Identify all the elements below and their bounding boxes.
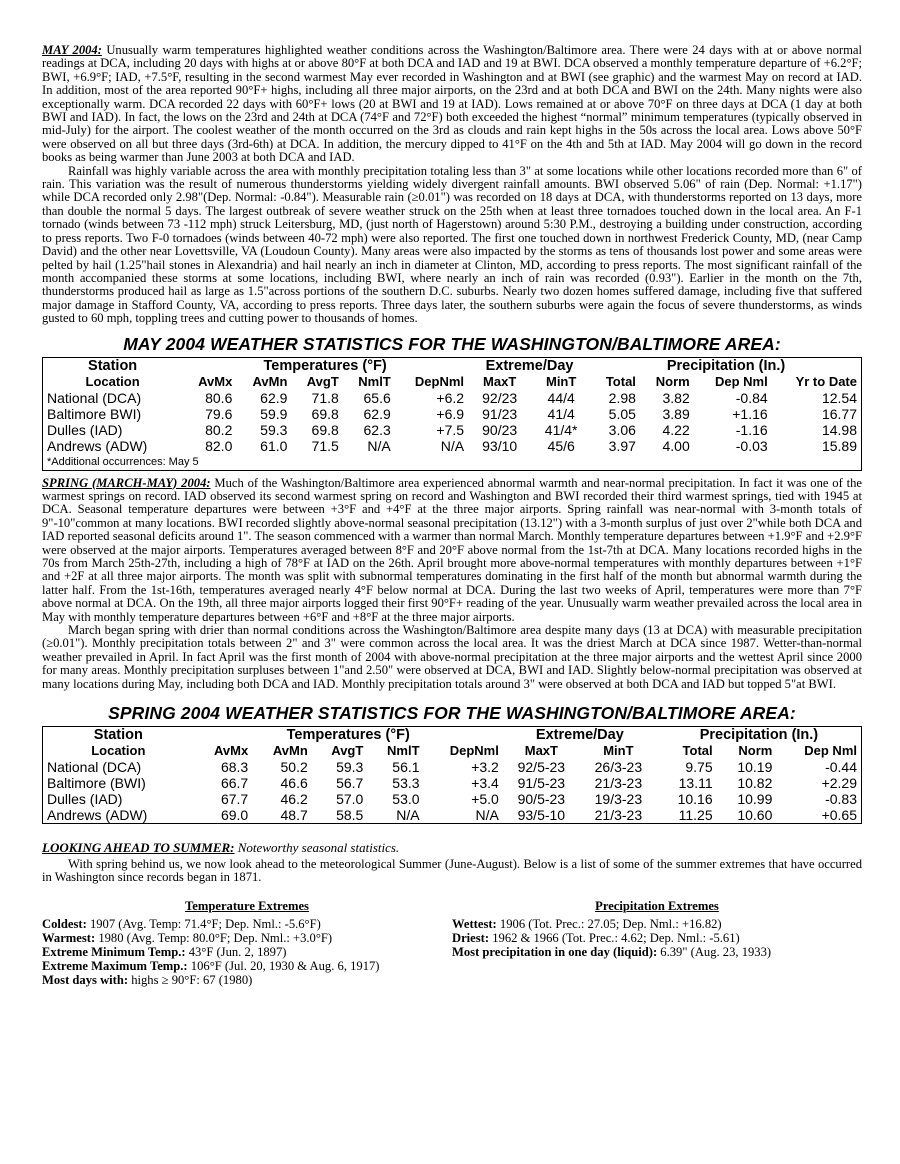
extreme-item <box>452 931 862 945</box>
spring-paragraph-2: March began spring with drier than normal conditions across the Washington/Baltimore area despite many days (13 at DCA) with measurable precipitation (≥0.01"). Monthly precipitation totals between 2" and 3" were common across the local area. It was the driest March at DCA since 1987. Wetter-than-normal weather prevailed in April. In fact April was the first month of 2004 with above-normal precipitation at the three major airports and the wettest April since 2000 for many areas. Monthly precipitation surpluses between 1"and 2.50" were observed at DCA, BWI and IAD. Slightly below-normal precipitation was observed at many locations during May, including both DCA and IAD. Monthly precipitation totals around 3" were observed at both DCA and IAD but topped 5"at BWI. <box>42 623 862 691</box>
value-cell: 2.98 <box>608 389 636 406</box>
value-cell: N/A <box>475 807 499 824</box>
value-cell: N/A <box>440 437 465 454</box>
column-header: DepNml <box>414 373 465 389</box>
value-cell: 10.99 <box>737 791 773 808</box>
precipitation-extremes <box>452 899 862 987</box>
value-cell: 65.6 <box>363 389 391 406</box>
station-cell: Baltimore BWI) <box>47 405 142 422</box>
value-cell: 58.5 <box>336 807 364 824</box>
column-header: AvMx <box>198 373 233 389</box>
value-cell: 16.77 <box>821 405 857 422</box>
value-cell: 10.60 <box>737 807 773 824</box>
value-cell: N/A <box>396 807 420 824</box>
table-row <box>43 438 862 454</box>
value-cell: 69.8 <box>311 421 339 438</box>
temperature-extremes <box>42 899 452 987</box>
value-cell: 5.05 <box>608 405 636 422</box>
value-cell: 3.06 <box>608 421 636 438</box>
value-cell: 13.11 <box>678 775 713 792</box>
group-temperatures: Temperatures (°F) <box>286 727 410 744</box>
may-heading: MAY 2004: <box>42 43 102 57</box>
extreme-label: Most days with: <box>42 972 129 987</box>
value-cell: 92/23 <box>482 389 518 406</box>
value-cell: 69.8 <box>311 405 339 422</box>
value-cell: 62.9 <box>363 405 391 422</box>
value-cell: +6.9 <box>436 405 465 422</box>
column-header: MaxT <box>483 373 517 389</box>
temperature-extremes-title: Temperature Extremes <box>185 898 309 913</box>
value-cell: 82.0 <box>205 437 233 454</box>
value-cell: 56.7 <box>336 775 364 792</box>
extreme-item <box>452 945 862 959</box>
group-extreme: Extreme/Day <box>485 357 574 374</box>
column-header: Yr to Date <box>795 373 857 389</box>
group-temperatures: Temperatures (°F) <box>263 357 387 374</box>
precipitation-extremes-list <box>452 917 862 959</box>
may-table-title: MAY 2004 WEATHER STATISTICS FOR THE WASHINGTON/BALTIMORE AREA: <box>123 333 781 354</box>
value-cell: 44/4 <box>547 389 575 406</box>
value-cell: 26/3-23 <box>594 759 643 776</box>
column-header: NmlT <box>387 743 420 759</box>
table-row <box>43 759 862 775</box>
value-cell: +2.29 <box>821 775 857 792</box>
column-header: Location <box>85 373 140 389</box>
extreme-value: highs ≥ 90°F: 67 (1980) <box>131 972 253 987</box>
value-cell: 79.6 <box>205 405 233 422</box>
value-cell: +3.4 <box>471 775 499 792</box>
table-row <box>43 807 862 824</box>
value-cell: +0.65 <box>821 807 857 824</box>
value-cell: 10.16 <box>677 791 713 808</box>
summer-intro: With spring behind us, we now look ahead to the meteorological Summer (June-August). Below is a list of some of the summer extremes that have occurred in Washington since records began in 1871. <box>42 857 862 885</box>
extreme-value: 1980 (Avg. Temp: 80.0°F; Dep. Nml.: +3.0°F) <box>98 930 333 945</box>
column-header: DepNml <box>449 743 499 759</box>
column-header: NmlT <box>358 373 391 389</box>
station-cell: National (DCA) <box>47 389 142 406</box>
table-row <box>43 791 862 807</box>
value-cell: +6.2 <box>436 389 465 406</box>
value-cell: 4.22 <box>662 421 690 438</box>
may-text-1: Unusually warm temperatures highlighted weather conditions across the Washington/Baltimore area. There were 24 days with at or above normal readings at DCA, including 20 days with highs at or above 80°F at both DCA and IAD and 19 at BWI. DCA observed a monthly temperature departure of +6.2°F; BWI, +6.9°F; IAD, +7.5°F, resulting in the second warmest May ever recorded in Washington and at BWI (see graphic) and the warmest May on record at IAD. In addition, most of the area reported 90°F+ highs, including all three major airports, on the 23rd and at both DCA and BWI on the 24th. Many nights were also exceptionally warm. DCA recorded 22 days with 60°F+ lows (20 at BWI and 19 at IAD). Lows remained at or above 70°F on three days at DCA (1 day at both BWI and IAD). In fact, the lows on the 23rd and 24th at DCA (74°F and 72°F) both exceeded the highest “normal” minimum temperatures (typically observed in mid-July) for the airport. The coolest weather of the month occurred on the 3rd as clouds and rain kept highs in the 50s across the local area. Lows above 50°F were observed on all but three days (3rd-6th) at DCA. In addition, the mercury dipped to 41°F on the 4th and 5th at IAD. May 2004 will go down in the record books as being warmer than June 2003 at both DCA and IAD. <box>42 43 862 165</box>
column-header: Norm <box>655 373 690 389</box>
extreme-label: Extreme Minimum Temp.: <box>42 944 186 959</box>
column-header: MinT <box>545 373 577 389</box>
value-cell: +3.2 <box>471 759 499 776</box>
value-cell: 10.19 <box>737 759 773 776</box>
value-cell: -1.16 <box>735 421 768 438</box>
group-precipitation: Precipitation (In.) <box>666 357 786 374</box>
value-cell: 80.2 <box>205 421 233 438</box>
value-cell: 61.0 <box>260 437 288 454</box>
value-cell: 90/5-23 <box>517 791 566 808</box>
value-cell: +5.0 <box>471 791 499 808</box>
may-paragraph-1 <box>42 44 862 165</box>
column-header: Location <box>91 743 146 759</box>
column-header: Dep Nml <box>714 373 768 389</box>
table-row <box>43 390 862 406</box>
column-header: AvMx <box>214 743 249 759</box>
value-cell: 21/3-23 <box>594 775 643 792</box>
value-cell: 12.54 <box>821 389 857 406</box>
value-cell: 21/3-23 <box>594 807 643 824</box>
extreme-label: Warmest: <box>42 930 96 945</box>
spring-paragraph-1 <box>42 477 862 624</box>
extreme-item <box>42 945 452 959</box>
station-cell: National (DCA) <box>47 759 142 776</box>
temperature-extremes-list <box>42 917 452 987</box>
extreme-value: 1906 (Tot. Prec.: 27.05; Dep. Nml.: +16.82) <box>499 916 722 931</box>
extreme-item <box>42 931 452 945</box>
value-cell: -0.83 <box>825 791 857 808</box>
column-header: Dep Nml <box>804 743 857 759</box>
group-precipitation: Precipitation (In.) <box>699 727 819 744</box>
value-cell: 71.8 <box>311 389 339 406</box>
station-cell: Andrews (ADW) <box>47 437 148 454</box>
group-extreme: Extreme/Day <box>535 727 624 744</box>
value-cell: 41/4 <box>547 405 575 422</box>
extreme-item <box>42 973 452 987</box>
value-cell: 45/6 <box>547 437 575 454</box>
group-station: Station <box>88 357 138 374</box>
value-cell: -0.44 <box>825 759 857 776</box>
column-header: MinT <box>603 743 634 759</box>
value-cell: 66.7 <box>220 775 249 792</box>
value-cell: 56.1 <box>392 759 420 776</box>
extreme-label: Most precipitation in one day (liquid): <box>452 944 658 959</box>
may-table-note: *Additional occurrences: May 5 <box>47 455 199 468</box>
column-header: AvgT <box>331 743 364 759</box>
value-cell: 80.6 <box>205 389 233 406</box>
station-cell: Andrews (ADW) <box>47 807 148 824</box>
summer-heading: LOOKING AHEAD TO SUMMER: <box>42 840 235 856</box>
page <box>42 44 862 987</box>
extreme-value: 43°F (Jun. 2, 1897) <box>188 944 287 959</box>
value-cell: 10.82 <box>737 775 773 792</box>
extreme-item <box>452 917 862 931</box>
value-cell: 53.3 <box>392 775 420 792</box>
value-cell: 93/10 <box>482 437 518 454</box>
spring-table-body <box>43 759 862 824</box>
precipitation-extremes-title: Precipitation Extremes <box>595 898 719 913</box>
value-cell: 90/23 <box>482 421 518 438</box>
extreme-item <box>42 917 452 931</box>
extreme-item <box>42 959 452 973</box>
value-cell: 68.3 <box>220 759 249 776</box>
value-cell: 67.7 <box>220 791 249 808</box>
table-row <box>43 406 862 422</box>
value-cell: 53.0 <box>392 791 420 808</box>
value-cell: 19/3-23 <box>594 791 643 808</box>
column-header: Total <box>605 373 636 389</box>
station-cell: Baltimore (BWI) <box>47 775 146 792</box>
value-cell: 4.00 <box>662 437 690 454</box>
value-cell: 91/23 <box>482 405 518 422</box>
station-cell: Dulles (IAD) <box>47 421 123 438</box>
extreme-value: 1907 (Avg. Temp: 71.4°F; Dep. Nml.: -5.6°F) <box>89 916 321 931</box>
value-cell: 57.0 <box>336 791 364 808</box>
value-cell: -0.03 <box>735 437 768 454</box>
value-cell: 93/5-10 <box>517 807 566 824</box>
value-cell: 59.3 <box>260 421 288 438</box>
column-header: AvMn <box>272 743 308 759</box>
spring-text-1: Much of the Washington/Baltimore area experienced abnormal warmth and near-normal precipitation. In fact it was one of the warmest springs on record. IAD observed its second warmest spring on record and Washington and BWI recorded their third warmest springs, tied with 1945 at DCA. Seasonal temperature departures were between +3°F and +4°F at the three major airports. Spring rainfall was near-normal with 3-month totals of 9"-10"common at many locations. BWI recorded slightly above-normal seasonal precipitation (13.12") with a 3-month surplus of just over 2"while both DCA and IAD reported seasonal deficits around 1". The season commenced with a warmer than normal March. Monthly temperature departures between +1.9°F and +2.9°F were observed at the major airports. Temperatures averaged between 8°F and 20°F above normal from the 1st-7th at DCA. Many locations recorded highs in the 70s from March 25th-27th, including a high of 78°F at IAD on the 26th. April brought more above-normal temperatures with monthly departures between +1°F and +2F at all three major airports. The month was split with subnormal temperatures dominating in the first half of the month but abnormal warmth during the latter half. From the 1st-16th, temperatures averaged nearly 4°F below normal at DCA. During the last two weeks of April, temperatures were more than 7°F above normal at DCA. On the 19th, all three major airports logged their first 90°F+ reading of the year. Unusually warm weather prevailed across the local area in May with monthly temperature departures between +6°F and +8°F at the three major airports. <box>42 475 862 624</box>
spring-stats-table <box>42 726 862 824</box>
value-cell: 3.89 <box>662 405 690 422</box>
value-cell: 41/4* <box>544 421 578 438</box>
value-cell: N/A <box>367 437 391 454</box>
column-header: Norm <box>738 743 773 759</box>
summer-heading-line <box>42 840 862 856</box>
extreme-value: 1962 & 1966 (Tot. Prec.: 4.62; Dep. Nml.: -5.61) <box>492 930 740 945</box>
value-cell: 71.5 <box>311 437 339 454</box>
extreme-label: Coldest: <box>42 916 87 931</box>
value-cell: 59.3 <box>336 759 364 776</box>
table-row <box>43 775 862 791</box>
spring-table-title: SPRING 2004 WEATHER STATISTICS FOR THE WASHINGTON/BALTIMORE AREA: <box>108 703 796 724</box>
value-cell: 11.25 <box>678 807 713 824</box>
extreme-label: Extreme Maximum Temp.: <box>42 958 188 973</box>
station-cell: Dulles (IAD) <box>47 791 123 808</box>
value-cell: 69.0 <box>220 807 249 824</box>
table-row <box>43 422 862 438</box>
may-stats-table <box>42 357 862 471</box>
value-cell: 62.3 <box>363 421 391 438</box>
value-cell: 46.2 <box>280 791 308 808</box>
group-station: Station <box>93 727 143 744</box>
extreme-value: 106°F (Jul. 20, 1930 & Aug. 6, 1917) <box>190 958 380 973</box>
extreme-value: 6.39" (Aug. 23, 1933) <box>660 944 772 959</box>
value-cell: 14.98 <box>821 421 857 438</box>
may-paragraph-2: Rainfall was highly variable across the area with monthly precipitation totaling less than 3" at some locations while other locations recorded more than 6" of rain. This variation was the result of numerous thunderstorms yielding widely divergent rainfall amounts. BWI observed 5.06" of rain (Dep. Normal: +1.17") while DCA recorded only 2.98"(Dep. Normal: -0.84"). Measurable rain (≥0.01") was recorded on 18 days at DCA, with thunderstorms reported on 13 days, more than double the normal 5 days. The largest outbreak of severe weather struck on the 25th when at least three tornadoes touched down in the local area. An F-1 tornado (winds between 73 -112 mph) struck Leitersburg, MD, (just north of Hagerstown) around 5:30 P.M., destroying a building under construction, according to press reports. Two F-0 tornadoes (winds between 40-72 mph) were also reported. The first one touched down in northwest Frederick County, MD, (near Camp David) and the other near Lovettsville, VA (Loudoun County). Many areas were also impacted by the storms as tens of thousands lost power and some areas were pelted by hail (1.25"hail stones in Alexandria) and hail nearly an inch in diameter at Clinton, MD, according to press reports. The most significant rainfall of the month accompanied these storms at some locations, including BWI, where nearly an inch of rain was recorded (0.93"). Earlier in the month on the 7th, thunderstorms produced hail as large as 1.5"across portions of the southern D.C. suburbs. Nearly two dozen homes suffered damage, including five that suffered major damage in Stafford County, VA, according to press reports. Three days later, the southern suburbs were again the focus of severe thunderstorms, as winds gusted to 60 mph, toppling trees and cutting power to thousands of homes. <box>42 163 862 326</box>
column-header: MaxT <box>524 743 558 759</box>
value-cell: 48.7 <box>280 807 308 824</box>
spring-heading: SPRING (MARCH-MAY) 2004: <box>42 475 211 490</box>
column-header: Total <box>682 743 713 759</box>
column-header: AvgT <box>306 373 339 389</box>
extreme-label: Driest: <box>452 930 490 945</box>
value-cell: 15.89 <box>821 437 857 454</box>
value-cell: 46.6 <box>280 775 308 792</box>
extreme-label: Wettest: <box>452 916 497 931</box>
extremes-columns <box>42 899 862 987</box>
value-cell: 91/5-23 <box>517 775 566 792</box>
value-cell: +1.16 <box>732 405 768 422</box>
value-cell: +7.5 <box>436 421 465 438</box>
value-cell: -0.84 <box>735 389 768 406</box>
value-cell: 62.9 <box>260 389 288 406</box>
value-cell: 92/5-23 <box>517 759 566 776</box>
value-cell: 50.2 <box>280 759 308 776</box>
value-cell: 59.9 <box>260 405 288 422</box>
column-header: AvMn <box>252 373 288 389</box>
summer-section <box>42 840 862 987</box>
may-table-body <box>43 390 862 454</box>
value-cell: 9.75 <box>685 759 713 776</box>
value-cell: 3.82 <box>662 389 690 406</box>
summer-subheading: Noteworthy seasonal statistics. <box>237 840 400 856</box>
value-cell: 3.97 <box>608 437 636 454</box>
